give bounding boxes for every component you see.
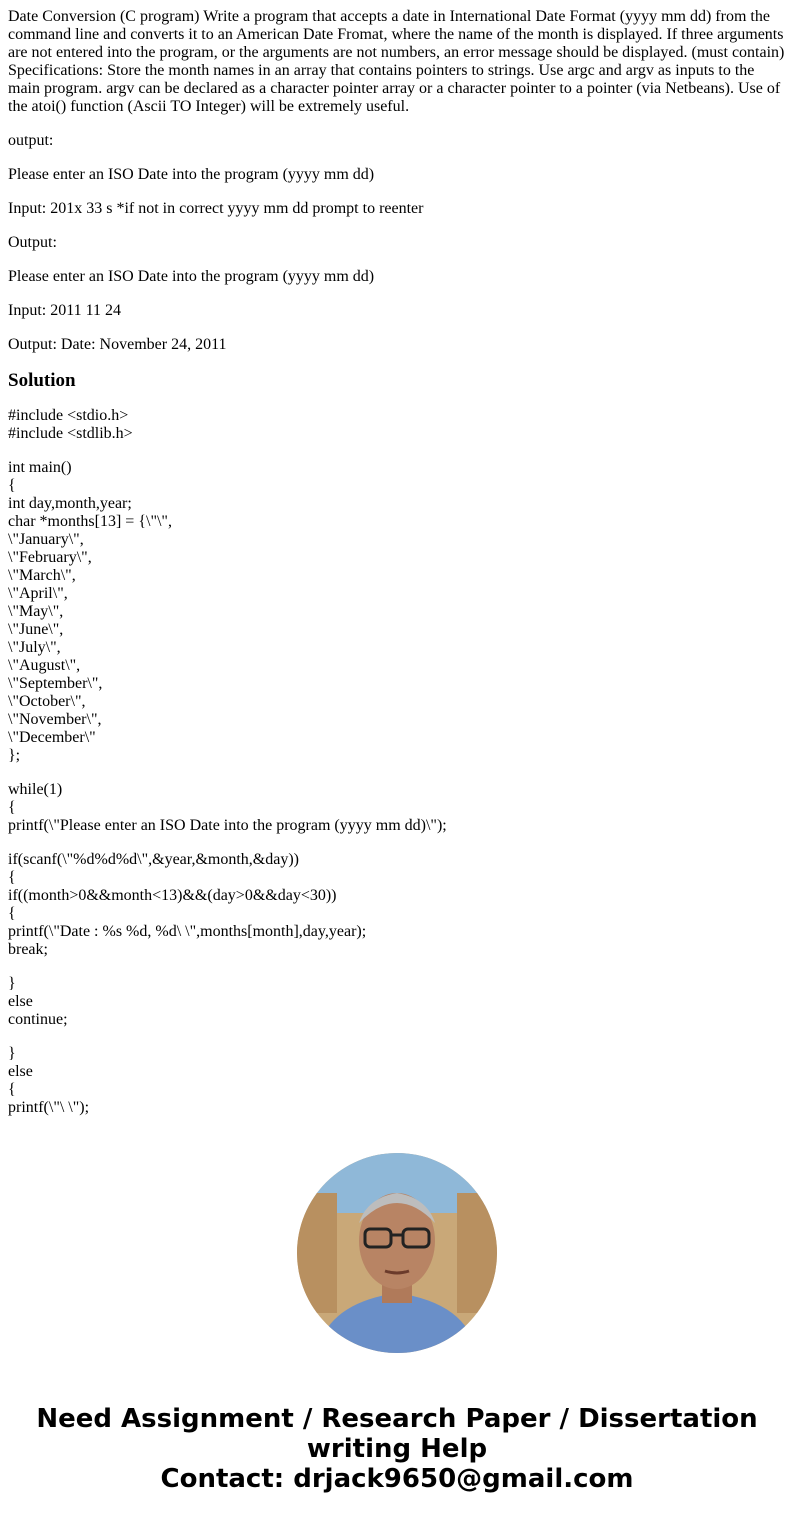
output-example: Output: Date: November 24, 2011 (8, 336, 227, 353)
footer-line-1: Need Assignment / Research Paper / Dissertation (36, 1404, 758, 1434)
prompt-line: Please enter an ISO Date into the program (yyyy mm dd) (8, 166, 375, 183)
question-text: Date Conversion (C program) Write a program that accepts a date in International Date Format (yyyy mm dd) from the command line and converts it to an American Date Fromat, where the name of the month is displayed. If three arguments are not entered into the program, or the arguments are not numbers, an error message should be displayed. (must contain) Specifications: Store the month names in an array that contains pointers to strings. Use argc and argv as inputs to the main program. argv can be declared as a character pointer array or a character pointer to a pointer (via Netbeans). Use of the atoi() function (Ascii TO Integer) will be extremely useful. (8, 8, 785, 115)
author-avatar (297, 1153, 497, 1353)
output-label: output: (8, 132, 54, 149)
input-example-1: Input: 201x 33 s *if not in correct yyyy mm dd prompt to reenter (8, 200, 424, 217)
code-else-continue: } else continue; (8, 975, 68, 1028)
input-example-2: Input: 2011 11 24 (8, 302, 122, 319)
footer-banner (0, 1404, 794, 1494)
prompt-line-2: Please enter an ISO Date into the program (yyyy mm dd) (8, 268, 375, 285)
code-while-loop: while(1) { printf(\"Please enter an ISO Date into the program (yyyy mm dd)\"); (8, 781, 447, 834)
code-includes: #include <stdio.h> #include <stdlib.h> (8, 407, 133, 442)
solution-heading: Solution (8, 370, 76, 391)
code-main-declarations: int main() { int day,month,year; char *months[13] = {\"\", \"January\", \"February\", \"March\", \"April\", \"May\", \"June\", \"July\", \"August\", \"September\", \"October\", \"November\", \"December\" }; (8, 459, 172, 764)
footer-line-2: writing Help (306, 1434, 488, 1464)
code-scanf-check: if(scanf(\"%d%d%d\",&year,&month,&day)) { if((month>0&&month<13)&&(day>0&&day<30)) { printf(\"Date : %s %d, %d\ \",months[month],day,year); break; (8, 851, 367, 958)
output-label-2: Output: (8, 234, 57, 251)
code-else-printf: } else { printf(\"\ \"); (8, 1045, 90, 1116)
footer-contact: Contact: drjack9650@gmail.com (160, 1464, 634, 1494)
